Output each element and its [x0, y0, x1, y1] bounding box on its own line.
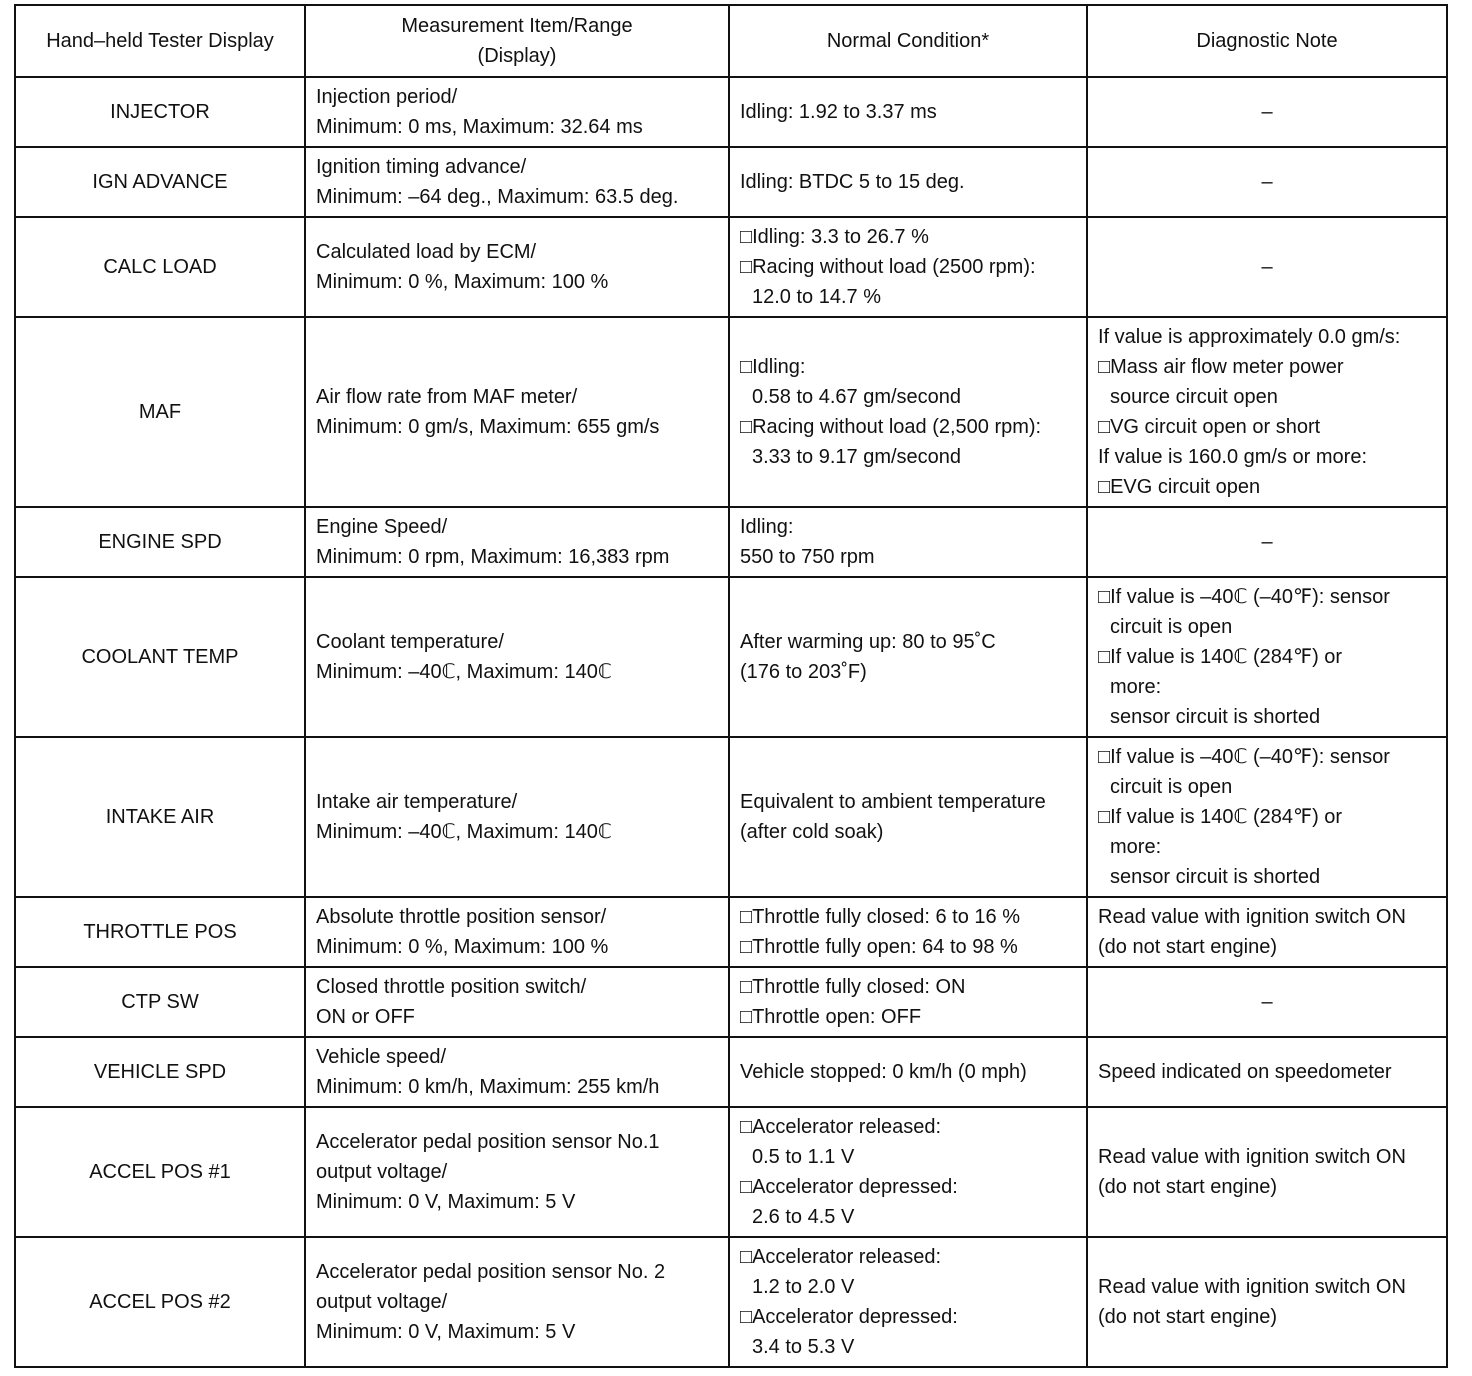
normal-condition-cell: [729, 317, 1087, 507]
normal-condition-cell-line: □Accelerator depressed:: [740, 1306, 958, 1328]
normal-condition-cell: [729, 1107, 1087, 1237]
table-body: [15, 77, 1447, 1367]
tester-display-cell: COOLANT TEMP: [15, 577, 305, 737]
header-measurement-line-1: Measurement Item/Range: [401, 15, 633, 37]
measurement-cell: [305, 77, 729, 147]
measurement-cell-line: Accelerator pedal position sensor No. 2: [316, 1261, 666, 1283]
header-diagnostic-note: Diagnostic Note: [1087, 5, 1447, 77]
diagnostic-note-cell-line: (do not start engine): [1098, 1176, 1277, 1198]
measurement-cell-line: Minimum: 0 V, Maximum: 5 V: [316, 1191, 576, 1213]
diagnostic-note-cell-line: –: [1261, 256, 1273, 278]
diagnostic-note-cell: [1087, 317, 1447, 507]
normal-condition-cell-line: Idling: BTDC 5 to 15 deg.: [740, 171, 965, 193]
measurement-cell: [305, 317, 729, 507]
tester-display-cell: ACCEL POS #2: [15, 1237, 305, 1367]
measurement-cell: [305, 147, 729, 217]
normal-condition-cell-line: 3.4 to 5.3 V: [752, 1336, 855, 1358]
table-row: [15, 217, 1447, 317]
measurement-cell: [305, 897, 729, 967]
measurement-cell: [305, 507, 729, 577]
diagnostic-note-cell: [1087, 1237, 1447, 1367]
diagnostic-note-cell-line: (do not start engine): [1098, 936, 1277, 958]
normal-condition-cell: [729, 1237, 1087, 1367]
table-row: [15, 147, 1447, 217]
diagnostic-note-cell: [1087, 217, 1447, 317]
table-row: [15, 737, 1447, 897]
normal-condition-cell-line: □Throttle open: OFF: [740, 1006, 922, 1028]
measurement-cell-line: Vehicle speed/: [316, 1046, 447, 1068]
normal-condition-cell-line: □Idling: 3.3 to 26.7 %: [740, 226, 929, 248]
diagnostic-note-cell: [1087, 147, 1447, 217]
normal-condition-cell-line: □Accelerator depressed:: [740, 1176, 958, 1198]
normal-condition-cell-line: □Throttle fully closed: ON: [740, 976, 966, 998]
measurement-cell-line: output voltage/: [316, 1291, 448, 1313]
normal-condition-cell: [729, 77, 1087, 147]
table-row: [15, 967, 1447, 1037]
table-row: [15, 1107, 1447, 1237]
header-normal-condition: Normal Condition*: [729, 5, 1087, 77]
normal-condition-cell-line: 1.2 to 2.0 V: [752, 1276, 855, 1298]
table-row: [15, 897, 1447, 967]
normal-condition-cell-line: (after cold soak): [740, 821, 884, 843]
normal-condition-cell-line: □Idling:: [740, 356, 806, 378]
measurement-cell-line: Minimum: –40ℂ, Maximum: 140ℂ: [316, 821, 612, 843]
measurement-cell: [305, 1237, 729, 1367]
diagnostic-note-cell: [1087, 77, 1447, 147]
table-row: [15, 1237, 1447, 1367]
diagnostic-note-cell-line: □EVG circuit open: [1098, 476, 1261, 498]
diagnostic-note-cell: [1087, 577, 1447, 737]
diagnostic-note-cell-line: –: [1261, 531, 1273, 553]
normal-condition-cell-line: Vehicle stopped: 0 km/h (0 mph): [740, 1061, 1027, 1083]
header-measurement-item: [305, 5, 729, 77]
table-row: [15, 577, 1447, 737]
normal-condition-cell-line: □Racing without load (2500 rpm):: [740, 256, 1036, 278]
measurement-cell-line: Minimum: 0 V, Maximum: 5 V: [316, 1321, 576, 1343]
normal-condition-cell-line: 2.6 to 4.5 V: [752, 1206, 855, 1228]
normal-condition-cell-line: □Accelerator released:: [740, 1246, 942, 1268]
diagnostic-note-cell-line: □Mass air flow meter power: [1098, 356, 1344, 378]
measurement-cell-line: ON or OFF: [316, 1006, 415, 1028]
diagnostic-note-cell-line: sensor circuit is shorted: [1110, 706, 1321, 728]
normal-condition-cell: [729, 217, 1087, 317]
table-header: [15, 5, 1447, 77]
diagnostic-note-cell-line: more:: [1110, 676, 1162, 698]
normal-condition-cell-line: □Racing without load (2,500 rpm):: [740, 416, 1042, 438]
diagnostic-note-cell: [1087, 507, 1447, 577]
measurement-cell-line: Absolute throttle position sensor/: [316, 906, 607, 928]
diagnostic-note-cell-line: Read value with ignition switch ON: [1098, 906, 1406, 928]
measurement-cell-line: Accelerator pedal position sensor No.1: [316, 1131, 660, 1153]
normal-condition-cell-line: □Throttle fully closed: 6 to 16 %: [740, 906, 1020, 928]
measurement-cell-line: Minimum: 0 %, Maximum: 100 %: [316, 271, 609, 293]
diagnostic-note-cell-line: □VG circuit open or short: [1098, 416, 1321, 438]
measurement-cell-line: Minimum: –64 deg., Maximum: 63.5 deg.: [316, 186, 679, 208]
normal-condition-cell: [729, 737, 1087, 897]
normal-condition-cell-line: □Accelerator released:: [740, 1116, 942, 1138]
measurement-cell-line: Minimum: 0 %, Maximum: 100 %: [316, 936, 609, 958]
measurement-cell-line: Minimum: 0 km/h, Maximum: 255 km/h: [316, 1076, 660, 1098]
measurement-cell-line: Ignition timing advance/: [316, 156, 527, 178]
measurement-cell-line: Engine Speed/: [316, 516, 448, 538]
tester-display-cell: INTAKE AIR: [15, 737, 305, 897]
measurement-cell-line: Injection period/: [316, 86, 458, 108]
diagnostic-note-cell-line: source circuit open: [1110, 386, 1278, 408]
normal-condition-cell: [729, 1037, 1087, 1107]
measurement-cell-line: Coolant temperature/: [316, 631, 504, 653]
normal-condition-cell: [729, 967, 1087, 1037]
normal-condition-cell-line: 3.33 to 9.17 gm/second: [752, 446, 962, 468]
normal-condition-cell-line: □Throttle fully open: 64 to 98 %: [740, 936, 1018, 958]
normal-condition-cell-line: Equivalent to ambient temperature: [740, 791, 1046, 813]
normal-condition-cell-line: 0.5 to 1.1 V: [752, 1146, 855, 1168]
measurement-cell: [305, 1107, 729, 1237]
tester-display-cell: VEHICLE SPD: [15, 1037, 305, 1107]
normal-condition-cell-line: Idling:: [740, 516, 794, 538]
tester-display-cell: ENGINE SPD: [15, 507, 305, 577]
normal-condition-cell: [729, 507, 1087, 577]
diagnostic-note-cell-line: Read value with ignition switch ON: [1098, 1276, 1406, 1298]
normal-condition-cell: [729, 147, 1087, 217]
normal-condition-cell-line: 550 to 750 rpm: [740, 546, 875, 568]
diagnostic-note-cell-line: If value is approximately 0.0 gm/s:: [1098, 326, 1401, 348]
diagnostic-note-cell-line: □If value is 140ℂ (284℉) or: [1098, 806, 1343, 828]
header-row: [15, 5, 1447, 77]
header-measurement-line-2: (Display): [477, 45, 557, 67]
table-row: [15, 77, 1447, 147]
diagnostic-note-cell: [1087, 967, 1447, 1037]
measurement-cell: [305, 1037, 729, 1107]
diagnostic-note-cell-line: Speed indicated on speedometer: [1098, 1061, 1392, 1083]
measurement-cell-line: Intake air temperature/: [316, 791, 518, 813]
diagnostic-note-cell-line: Read value with ignition switch ON: [1098, 1146, 1406, 1168]
normal-condition-cell-line: (176 to 203˚F): [740, 661, 867, 683]
normal-condition-cell-line: 12.0 to 14.7 %: [752, 286, 881, 308]
diagnostic-note-cell-line: circuit is open: [1110, 776, 1233, 798]
measurement-cell-line: Minimum: 0 ms, Maximum: 32.64 ms: [316, 116, 643, 138]
diagnostic-note-cell: [1087, 737, 1447, 897]
measurement-cell-line: Minimum: 0 rpm, Maximum: 16,383 rpm: [316, 546, 670, 568]
measurement-cell-line: output voltage/: [316, 1161, 448, 1183]
measurement-cell: [305, 967, 729, 1037]
header-tester-display: Hand–held Tester Display: [15, 5, 305, 77]
diagnostic-note-cell: [1087, 897, 1447, 967]
measurement-cell-line: Calculated load by ECM/: [316, 241, 537, 263]
diagnostic-note-cell-line: more:: [1110, 836, 1162, 858]
diagnostic-note-cell-line: □If value is 140ℂ (284℉) or: [1098, 646, 1343, 668]
diagnostic-note-cell-line: –: [1261, 171, 1273, 193]
tester-display-cell: INJECTOR: [15, 77, 305, 147]
normal-condition-cell-line: After warming up: 80 to 95˚C: [740, 631, 996, 653]
measurement-cell: [305, 737, 729, 897]
measurement-cell-line: Closed throttle position switch/: [316, 976, 587, 998]
diagnostic-note-cell-line: circuit is open: [1110, 616, 1233, 638]
diagnostic-note-cell-line: □If value is –40ℂ (–40℉): sensor: [1098, 586, 1390, 608]
diagnostic-note-cell-line: □If value is –40ℂ (–40℉): sensor: [1098, 746, 1390, 768]
tester-display-cell: CTP SW: [15, 967, 305, 1037]
table-row: [15, 507, 1447, 577]
tester-display-cell: CALC LOAD: [15, 217, 305, 317]
tester-display-cell: THROTTLE POS: [15, 897, 305, 967]
diagnostic-note-cell: [1087, 1037, 1447, 1107]
measurement-cell: [305, 217, 729, 317]
table-row: [15, 317, 1447, 507]
tester-display-cell: MAF: [15, 317, 305, 507]
diagnostic-note-cell-line: sensor circuit is shorted: [1110, 866, 1321, 888]
table-row: [15, 1037, 1447, 1107]
normal-condition-cell-line: 0.58 to 4.67 gm/second: [752, 386, 962, 408]
tester-display-cell: ACCEL POS #1: [15, 1107, 305, 1237]
data-list-table: [14, 4, 1448, 1368]
diagnostic-note-cell-line: –: [1261, 101, 1273, 123]
measurement-cell-line: Minimum: –40ℂ, Maximum: 140ℂ: [316, 661, 612, 683]
measurement-cell-line: Air flow rate from MAF meter/: [316, 386, 578, 408]
diagnostic-note-cell: [1087, 1107, 1447, 1237]
diagnostic-note-cell-line: If value is 160.0 gm/s or more:: [1098, 446, 1368, 468]
normal-condition-cell-line: Idling: 1.92 to 3.37 ms: [740, 101, 937, 123]
measurement-cell-line: Minimum: 0 gm/s, Maximum: 655 gm/s: [316, 416, 660, 438]
diagnostic-note-cell-line: (do not start engine): [1098, 1306, 1277, 1328]
normal-condition-cell: [729, 577, 1087, 737]
measurement-cell: [305, 577, 729, 737]
tester-display-cell: IGN ADVANCE: [15, 147, 305, 217]
normal-condition-cell: [729, 897, 1087, 967]
diagnostic-note-cell-line: –: [1261, 991, 1273, 1013]
